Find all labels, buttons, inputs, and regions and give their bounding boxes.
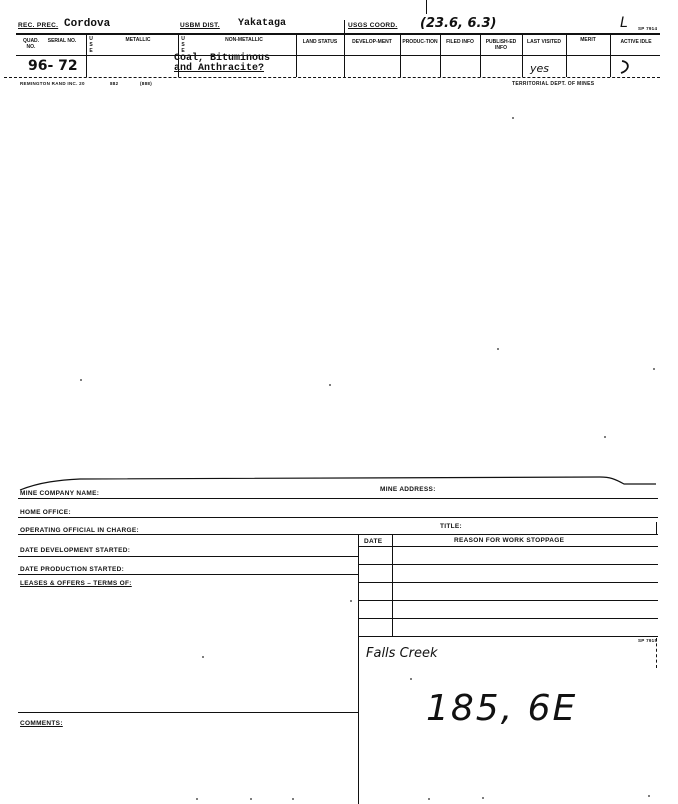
reason-for-work-stoppage-header: REASON FOR WORK STOPPAGE	[454, 537, 565, 544]
top-card	[0, 0, 678, 100]
printer-code-1: 882	[110, 81, 119, 86]
scan-speck	[482, 797, 484, 799]
colhead-published-info: PUBLISH-ED INFO	[485, 39, 517, 51]
comments-label: COMMENTS:	[20, 720, 63, 727]
col-divider	[400, 33, 401, 77]
date-header: DATE	[364, 538, 383, 545]
rec-prec-value: Cordova	[64, 18, 111, 30]
stoppage-row	[358, 564, 658, 565]
colhead-development: DEVELOP-MENT	[352, 39, 392, 45]
scan-speck	[653, 368, 655, 370]
department-imprint: TERRITORIAL DEPT. OF MINES	[512, 81, 595, 87]
colhead-merit: MERIT	[580, 37, 596, 43]
non-metallic-line-2: and Anthracite?	[174, 63, 265, 74]
col-divider	[610, 33, 611, 77]
printer-imprint: REMINGTON RAND INC. 20	[20, 81, 85, 86]
operating-official-label: OPERATING OFFICIAL IN CHARGE:	[20, 527, 139, 534]
colhead-use-2: U S E	[181, 36, 185, 54]
colhead-production: PRODUC-TION	[402, 39, 438, 45]
stoppage-row	[358, 618, 658, 619]
colhead-serial-no: SERIAL NO.	[47, 38, 77, 44]
scan-speck	[410, 678, 412, 680]
form-rule	[18, 712, 358, 713]
form-rule	[18, 574, 358, 575]
date-production-started-label: DATE PRODUCTION STARTED:	[20, 566, 125, 573]
form-rule	[18, 517, 658, 518]
stoppage-row	[358, 600, 658, 601]
leases-offers-label: LEASES & OFFERS – TERMS OF:	[20, 580, 132, 587]
scan-speck	[80, 379, 82, 381]
col-divider	[566, 33, 567, 77]
usbm-dist-label: USBM DIST.	[180, 22, 220, 29]
printer-code-2: (888)	[140, 81, 153, 86]
rec-prec-label: REC. PREC.	[18, 22, 59, 29]
last-visited-value: yes	[530, 62, 550, 75]
colhead-land-status: LAND STATUS	[302, 39, 338, 45]
non-metallic-value	[174, 54, 270, 74]
row-rule	[4, 77, 660, 78]
form-rule	[358, 546, 658, 547]
mine-company-name-label: MINE COMPANY NAME:	[20, 490, 100, 497]
col-divider	[86, 33, 87, 77]
form-top-border	[0, 470, 678, 494]
col-divider	[522, 33, 523, 77]
colhead-rule	[16, 55, 660, 56]
colhead-quad-no: QUAD. NO.	[22, 38, 40, 50]
usbm-dist-value: Yakataga	[238, 18, 287, 29]
form-rule	[18, 498, 658, 499]
top-tick-mark	[426, 0, 427, 14]
quad-serial-value: 96- 72	[28, 58, 78, 74]
scan-speck	[497, 348, 499, 350]
handwritten-number: 185, 6E	[426, 688, 578, 729]
col-divider	[296, 33, 297, 77]
scan-speck	[428, 798, 430, 800]
notes-box-right	[656, 638, 657, 668]
usgs-coord-value: (23.6, 6.3)	[420, 16, 497, 31]
scan-speck	[202, 656, 204, 658]
scan-speck	[292, 798, 294, 800]
form-number-bottom: SP 7915	[638, 638, 658, 643]
handwritten-location: Falls Creek	[366, 646, 438, 661]
colhead-use-1: U S E	[89, 36, 93, 54]
stoppage-row	[358, 582, 658, 583]
scan-speck	[604, 436, 606, 438]
scan-speck	[512, 117, 514, 119]
colhead-non-metallic: NON-METALLIC	[225, 37, 263, 43]
scan-speck	[329, 384, 331, 386]
active-idle-check-mark	[616, 58, 636, 76]
colhead-filed-info: FILED INFO	[446, 39, 474, 45]
col-divider	[480, 33, 481, 77]
form-rule	[18, 556, 358, 557]
mine-address-label: MINE ADDRESS:	[380, 486, 436, 493]
stoppage-table-left	[358, 534, 359, 804]
colhead-last-visited: LAST VISITED	[527, 39, 561, 45]
form-rule	[18, 534, 658, 535]
form-number-top: SP 7914	[638, 26, 658, 31]
form-divider	[656, 522, 657, 534]
lower-form	[0, 470, 678, 804]
corner-mark: L	[620, 15, 628, 31]
date-development-started-label: DATE DEVELOPMENT STARTED:	[20, 547, 131, 554]
colhead-metallic: METALLIC	[125, 37, 151, 43]
colhead-active-idle: ACTIVE IDLE	[620, 39, 652, 45]
home-office-label: HOME OFFICE:	[20, 509, 71, 516]
non-metallic-line-1: Coal, Bituminous	[174, 53, 271, 64]
usgs-coord-label: USGS COORD.	[348, 22, 398, 29]
header-rule	[16, 33, 660, 35]
col-divider	[440, 33, 441, 77]
scan-speck	[350, 600, 352, 602]
col-divider	[344, 20, 345, 77]
scan-speck	[196, 798, 198, 800]
title-label: TITLE:	[440, 523, 463, 530]
scan-speck	[648, 795, 650, 797]
stoppage-row	[358, 636, 658, 637]
stoppage-table-divider	[392, 534, 393, 636]
scan-speck	[250, 798, 252, 800]
